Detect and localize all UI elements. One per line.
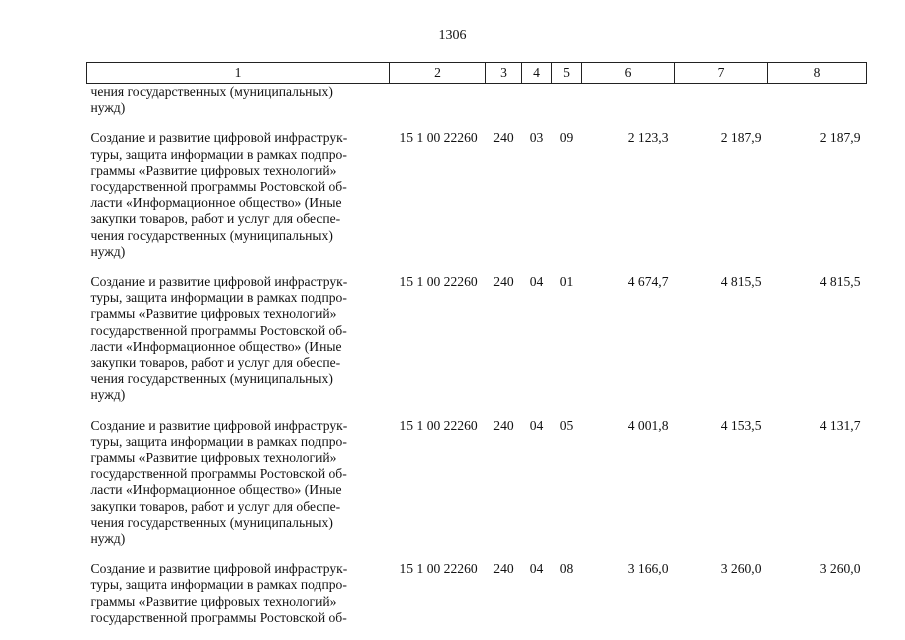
description-line: государственной программы Ростовской об- [90,466,347,482]
description-line: граммы «Развитие цифровых технологий» [90,450,337,466]
amount-year-1: 2 123,3 [627,130,669,146]
table-row [87,130,867,260]
section-code [522,84,552,117]
description-line: граммы «Развитие цифровых технологий» [90,306,337,322]
budget-table-container [86,62,866,626]
description-line: нужд) [90,531,126,547]
section-code: 04 [529,274,544,290]
section-code: 04 [529,417,544,433]
budget-table [86,62,867,626]
expense-type-code: 240 [493,130,514,146]
table-row [87,561,867,626]
description-line: нужд) [90,387,126,403]
table-row [87,418,867,548]
target-article-code: 15 1 00 22260 [399,417,478,433]
row-spacer [87,404,867,418]
expense-type-code [486,84,522,117]
column-header-3: 3 [486,63,522,84]
subsection-code: 08 [559,561,574,577]
description-line: туры, защита информации в рамках подпро- [90,577,347,593]
description-line: туры, защита информации в рамках подпро- [90,433,347,449]
column-header-8: 8 [768,63,867,84]
table-row [87,274,867,404]
amount-year-1 [582,84,675,117]
target-article-code: 15 1 00 22260 [399,561,478,577]
amount-year-1: 3 166,0 [627,561,669,577]
row-description [87,418,390,548]
expense-type-code: 240 [493,417,514,433]
table-header [87,63,867,84]
description-line: закупки товаров, работ и услуг для обеспе- [90,211,341,227]
description-line: нужд) [90,100,126,116]
column-header-7: 7 [675,63,768,84]
subsection-code: 01 [559,274,574,290]
description-line: закупки товаров, работ и услуг для обеспе- [90,498,341,514]
page-number: 1306 [438,28,467,43]
description-line: ласти «Информационное общество» (Иные [90,338,342,354]
amount-year-2: 4 815,5 [720,274,762,290]
description-line: чения государственных (муниципальных) [90,227,333,243]
description-line: Создание и развитие цифровой инфраструк- [90,274,348,290]
description-line: чения государственных (муниципальных) [90,514,333,530]
description-line: граммы «Развитие цифровых технологий» [90,593,337,609]
subsection-code: 09 [559,130,574,146]
description-line: государственной программы Ростовской об- [90,322,347,338]
amount-year-3: 3 260,0 [819,561,861,577]
description-line: чения государственных (муниципальных) [90,371,333,387]
amount-year-1: 4 001,8 [627,417,669,433]
expense-type-code: 240 [493,561,514,577]
section-code: 03 [529,130,544,146]
description-line: ласти «Информационное общество» (Иные [90,482,342,498]
table-row [87,84,867,117]
description-line: государственной программы Ростовской об- [90,179,347,195]
amount-year-3: 4 815,5 [819,274,861,290]
amount-year-1: 4 674,7 [627,274,669,290]
row-spacer [87,116,867,130]
amount-year-3: 2 187,9 [819,130,861,146]
amount-year-2: 3 260,0 [720,561,762,577]
column-header-4: 4 [522,63,552,84]
column-header-1: 1 [87,63,390,84]
description-line: Создание и развитие цифровой инфраструк- [90,130,348,146]
header-row [87,63,867,84]
row-spacer [87,260,867,274]
description-line: ласти «Информационное общество» (Иные [90,195,342,211]
amount-year-2: 2 187,9 [720,130,762,146]
amount-year-2: 4 153,5 [720,417,762,433]
description-line: граммы «Развитие цифровых технологий» [90,162,337,178]
description-line: Создание и развитие цифровой инфраструк- [90,417,348,433]
column-header-2: 2 [390,63,486,84]
amount-year-2 [675,84,768,117]
description-line: туры, защита информации в рамках подпро- [90,146,347,162]
target-article-code: 15 1 00 22260 [399,274,478,290]
table-body [87,84,867,627]
description-line: чения государственных (муниципальных) [90,84,333,99]
subsection-code: 05 [559,417,574,433]
row-description [87,130,390,260]
row-description [87,561,390,626]
description-line: государственной программы Ростовской об- [90,609,347,625]
amount-year-3: 4 131,7 [819,417,861,433]
row-description [87,84,390,117]
column-header-6: 6 [582,63,675,84]
target-article-code: 15 1 00 22260 [399,130,478,146]
row-spacer [87,547,867,561]
description-line: нужд) [90,243,126,259]
section-code: 04 [529,561,544,577]
description-line: Создание и развитие цифровой инфраструк- [90,561,348,577]
row-description [87,274,390,404]
subsection-code [552,84,582,117]
description-line: закупки товаров, работ и услуг для обеспе- [90,355,341,371]
expense-type-code: 240 [493,274,514,290]
amount-year-3 [768,84,867,117]
target-article-code [390,84,486,117]
column-header-5: 5 [552,63,582,84]
description-line: туры, защита информации в рамках подпро- [90,290,347,306]
